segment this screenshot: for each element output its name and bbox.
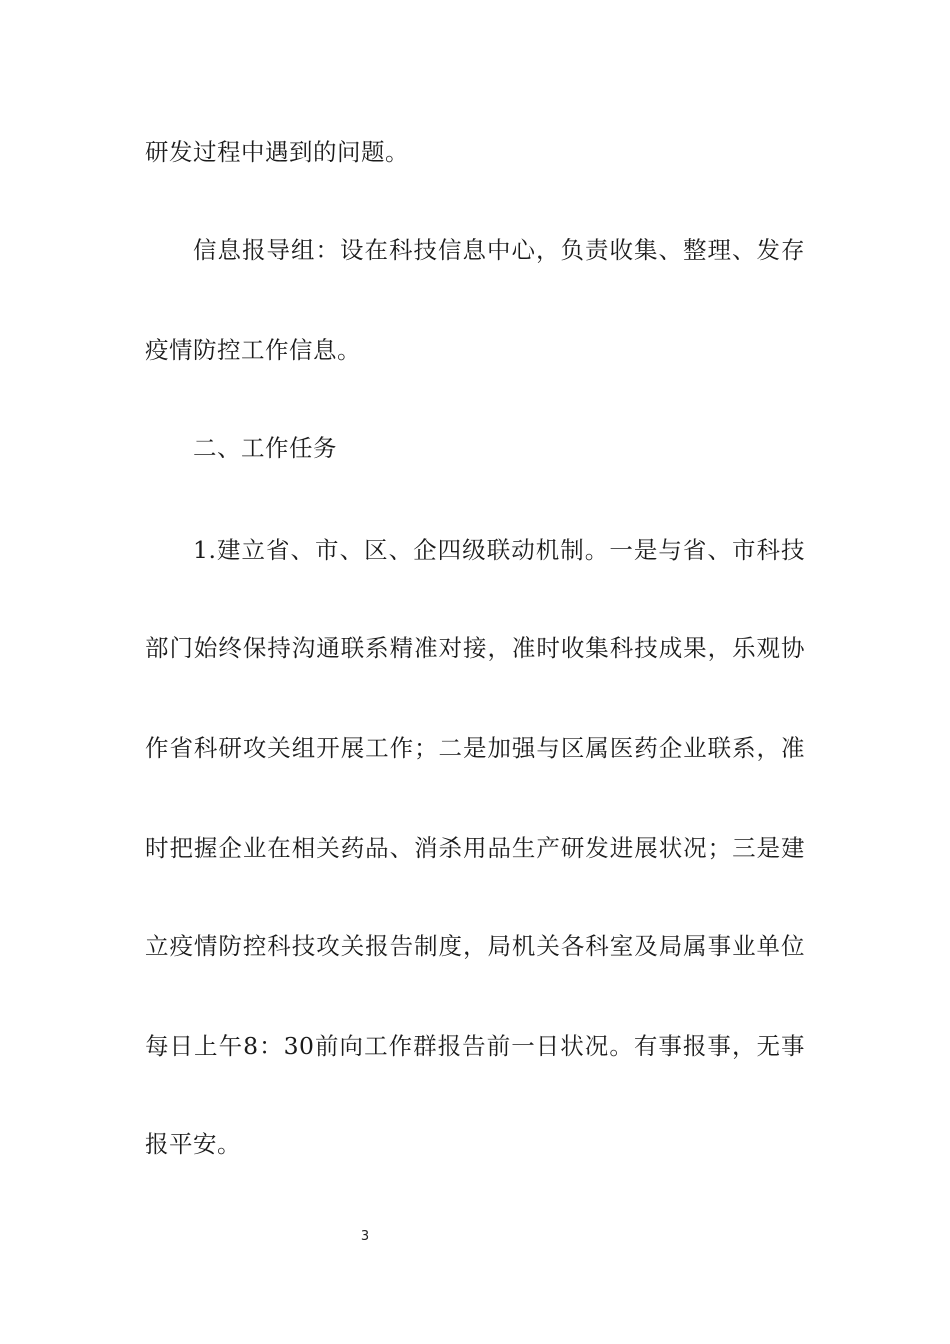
text-line-1: 研发过程中遇到的问题。 <box>145 138 409 166</box>
text-line-2: 信息报导组：设在科技信息中心，负责收集、整理、发存 <box>193 236 805 264</box>
text-line-10: 每日上午8：30前向工作群报告前一日状况。有事报事，无事 <box>145 1032 805 1060</box>
text-line-9: 立疫情防控科技攻关报告制度，局机关各科室及局属事业单位 <box>145 932 805 960</box>
section-heading: 二、工作任务 <box>193 434 337 462</box>
text-line-7: 作省科研攻关组开展工作；二是加强与区属医药企业联系，准 <box>145 734 805 762</box>
text-line-5: 1.建立省、市、区、企四级联动机制。一是与省、市科技 <box>193 536 805 564</box>
text-line-3: 疫情防控工作信息。 <box>145 336 361 364</box>
text-line-8: 时把握企业在相关药品、消杀用品生产研发进展状况；三是建 <box>145 834 805 862</box>
text-line-6: 部门始终保持沟通联系精准对接，准时收集科技成果，乐观协 <box>145 634 805 662</box>
text-line-11: 报平安。 <box>145 1130 241 1158</box>
page-number: 3 <box>360 1229 370 1244</box>
